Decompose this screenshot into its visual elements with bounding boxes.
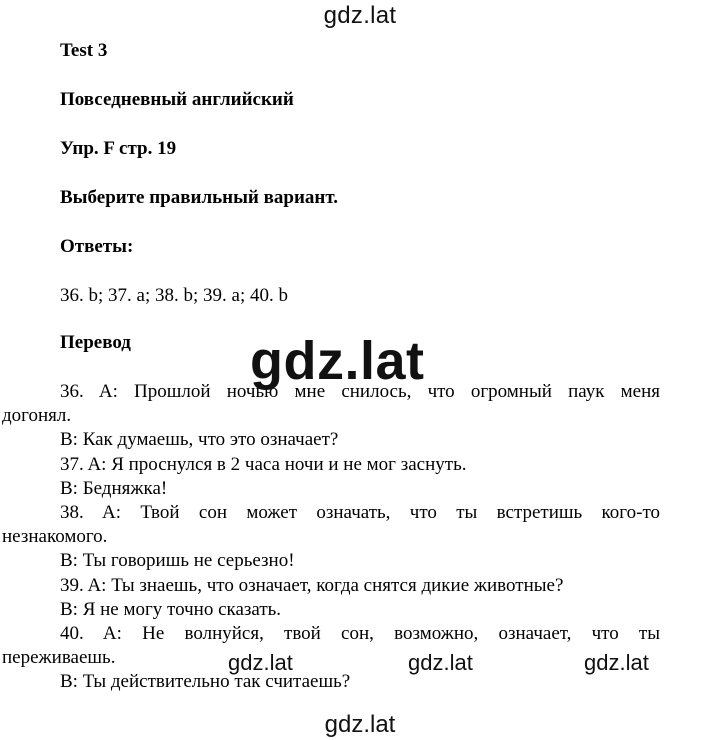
dialogue-40-a-line1: 40. A: Не волнуйся, твой сон, возможно, означает, что ты [60,623,660,645]
dialogue-39-b: B: Я не могу точно сказать. [60,598,282,620]
dialogue-40-a-line2: переживаешь. [2,647,116,669]
watermark-row-right: gdz.lat [584,650,649,675]
watermark-top: gdz.lat [323,2,397,29]
test-heading: Test 3 [60,40,108,61]
dialogue-36-a-line1: 36. A: Прошлой ночью мне снилось, что огромный паук меня [60,381,660,402]
dialogue-39-a: 39. A: Ты знаешь, что означает, когда снятся дикие животные? [60,574,564,596]
watermark-row-middle: gdz.lat [408,650,473,675]
watermark-center: gdz.lat [250,331,425,391]
exercise-heading: Упр. F стр. 19 [60,138,177,159]
dialogue-37-b: B: Бедняжка! [60,477,168,499]
watermark-bottom: gdz.lat [324,711,396,738]
dialogue-block [2,380,660,695]
translation-heading: Перевод [60,332,131,353]
dialogue-40-b: B: Ты действительно так считаешь? [60,671,351,693]
dialogue-38-b: B: Ты говоришь не серьезно! [60,550,295,572]
dialogue-37-a: 37. A: Я проснулся в 2 часа ночи и не мог заснуть. [60,453,467,475]
answers-line: 36. b; 37. a; 38. b; 39. a; 40. b [60,285,288,306]
section-heading: Повседневный английский [60,89,294,110]
watermark-row-left: gdz.lat [228,650,293,675]
instruction-heading: Выберите правильный вариант. [60,187,339,208]
dialogue-38-a-line1: 38. A: Твой сон может означать, что ты встретишь кого-то [60,502,660,524]
answers-heading: Ответы: [60,236,134,257]
dialogue-38-a-line2: незнакомого. [2,526,108,548]
dialogue-36-a-line2: догонял. [2,405,72,427]
dialogue-36-b: B: Как думаешь, что это означает? [60,429,339,451]
